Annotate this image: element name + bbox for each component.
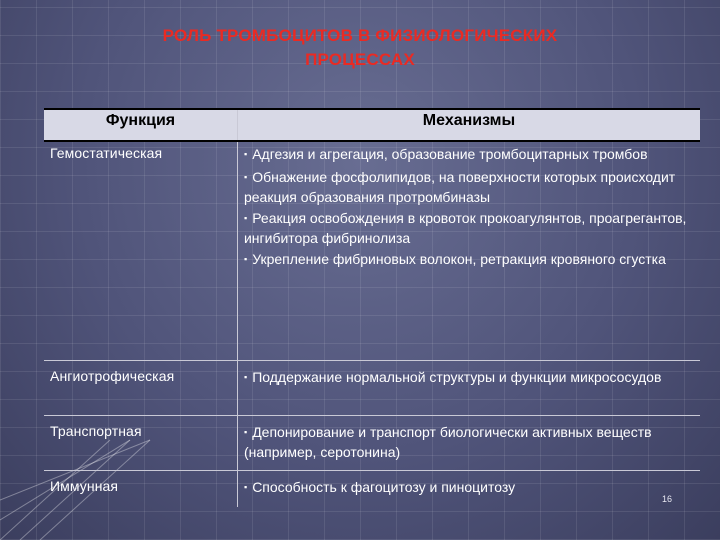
table-row	[44, 361, 700, 416]
mechanisms-cell	[237, 361, 700, 416]
bullet-icon: ▪	[243, 149, 248, 159]
mechanism-item	[244, 477, 694, 500]
mechanism-item	[244, 167, 694, 208]
bullet-icon: ▪	[243, 254, 248, 264]
mechanism-text: Реакция освобождения в кровоток прокоагулянтов, проагрегантов, ингибитора фибринолиза	[243, 210, 687, 246]
mechanism-text: Поддержание нормальной структуры и функции микрососудов	[252, 369, 662, 385]
mechanism-text: Депонирование и транспорт биологически активных веществ (например, серотонина)	[243, 424, 652, 460]
mechanisms-cell	[237, 141, 700, 361]
header-mechanisms: Механизмы	[237, 109, 700, 141]
function-cell: Иммунная	[44, 471, 237, 508]
platelet-functions-table	[44, 108, 700, 507]
bullet-icon: ▪	[243, 172, 248, 182]
slide-title-line-2: ПРОЦЕССАХ	[305, 50, 415, 69]
bullet-icon: ▪	[243, 427, 248, 437]
mechanisms-cell	[237, 471, 700, 508]
mechanism-item	[244, 208, 694, 249]
function-cell: Транспортная	[44, 416, 237, 471]
function-cell: Гемостатическая	[44, 141, 237, 361]
slide-title-line-1: РОЛЬ ТРОМБОЦИТОВ В ФИЗИОЛОГИЧЕСКИХ	[162, 26, 558, 45]
function-cell: Ангиотрофическая	[44, 361, 237, 416]
mechanism-item	[244, 367, 694, 390]
header-function: Функция	[44, 109, 237, 141]
page-number: 16	[662, 494, 673, 504]
mechanisms-cell	[237, 416, 700, 471]
mechanism-item	[244, 422, 694, 463]
slide-title	[80, 24, 640, 72]
table-row	[44, 416, 700, 471]
bullet-icon: ▪	[243, 482, 248, 492]
bullet-icon: ▪	[243, 372, 248, 382]
mechanism-text: Укрепление фибриновых волокон, ретракция кровяного сгустка	[252, 251, 666, 267]
mechanism-item	[244, 249, 694, 272]
table-header-row	[44, 109, 700, 141]
mechanism-item	[244, 144, 694, 167]
bullet-icon: ▪	[243, 213, 248, 223]
mechanism-text: Обнажение фосфолипидов, на поверхности которых происходит реакция образования протромбиназы	[243, 169, 676, 205]
table-row	[44, 471, 700, 508]
table-row	[44, 141, 700, 361]
mechanism-text: Адгезия и агрегация, образование тромбоцитарных тромбов	[252, 146, 648, 162]
mechanism-text: Способность к фагоцитозу и пиноцитозу	[252, 479, 516, 495]
